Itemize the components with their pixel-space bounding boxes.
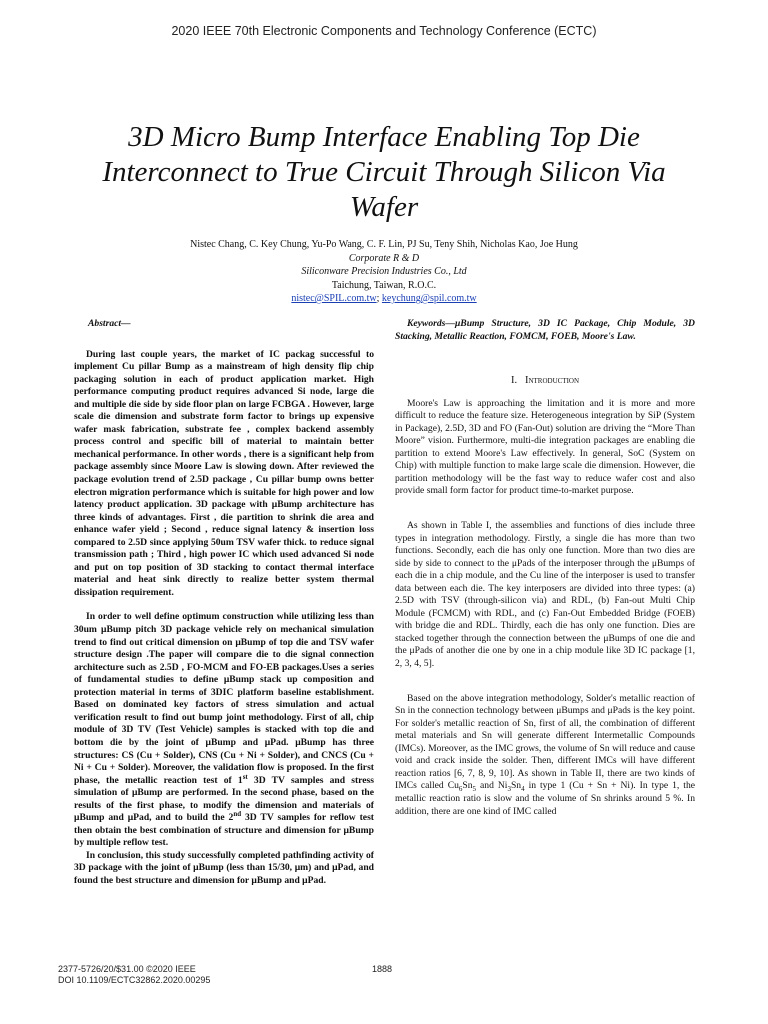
email-separator: ; [376, 293, 382, 304]
author-names: Nistec Chang, C. Key Chung, Yu-Po Wang, C. F. Lin, PJ Su, Teny Shih, Nicholas Kao, Joe Hung [190, 239, 578, 250]
keywords: Keywords—μBump Structure, 3D IC Package, Chip Module, 3D Stacking, Metallic Reaction, FOMCM, FOEB, Moore's Law. [395, 318, 695, 342]
intro-p3-part-b: Sn [462, 780, 473, 792]
abstract-paragraph-1: During last couple years, the market of IC packag successful to implement Cu pillar Bump as a mainstream of high density flip chip packaging solution in each of product application market. High performance computing product requires advanced Si node, large die and multiple die side by side floor plan on large FCBGA . However, large scale die dimension and substrate form factor to brings up expensive wafer mask fabrication, substrate fee , complex backend assembly process control and specific bill of material to maintain better mechanical performance. In other words , there is a significant help from package assembly since Moore Law is slowing down. After reviewed the package evolution trend of 2.5D package , Cu pillar bump owns better electron migration performance which is suitable for high power and low latency product application. 3D package with μBump architecture has three kinds of advantages. First , die partition to shrink die area and enhance wafer yield ; Second , reduce signal latency & insertion loss compared to 2.5D since applying 50um TSV wafer thick. to reduce signal transmission path ; Third , high power IC which used advanced Si node and put on top position of 3D stacking to contact thermal interface material and heat sink directly to realize better system thermal dissipation requirement. [74, 348, 374, 598]
email-link-2[interactable]: keychung@spil.com.tw [381, 293, 477, 304]
conference-header: 2020 IEEE 70th Electronic Components and Technology Conference (ECTC) [171, 24, 597, 38]
abstract-p2-part-a: In order to well define optimum construction while utilizing less than 30um μBump pitch 3D package vehicle rely on mechanical simulation trend to find out critical dimension on μBump of top die and TSV wafer structure design .The paper will compare die to die signal connection architecture such as 2.5D , FO-MCM and FO-EB packages.Uses a series of fundamental studies to define μBump stack up composition and protection material in terms of 3DIC platform baseline establishment. Based on dominated key factors of stress simulation and actual verification result to find out bump joint methodology. First of all, chip module of 3D TV (Test Vehicle) samples is stacked with top die and bottom die by the joint of μBump and μPad. μBump has three structures: CS (Cu + Solder), CNS (Cu + Ni + Solder), and CNCS (Cu + Ni + Cu + Solder). Moreover, the validation flow is proposed. In the first phase, the metallic reaction test of 1 [74, 611, 374, 786]
subscript-2: 5 [472, 785, 477, 794]
footer-issn: 2377-5726/20/$31.00 ©2020 IEEE [58, 964, 196, 974]
intro-p3-part-d: Sn [510, 780, 522, 792]
section-number: I. [510, 375, 518, 387]
subscript-3: 3 [507, 785, 511, 794]
subscript-4: 4 [521, 785, 525, 794]
intro-p3-part-a: Based on the above integration methodology, Solder's metallic reaction of Sn in the connection technology between μBumps and μPads is the key point. For solder's metallic reaction of Sn, first of all, the combination of different metal materials and Sn will generate different Intermetallic Compounds (IMCs). Moreover, as the IMC grows, the volume of Sn will reduce and cause void and crack inside the solder. Then, different IMCs will have different reaction ratios [6, 7, 8, 9, 10]. As shown in Table II, there are two kinds of IMCs called Cu [395, 692, 695, 792]
left-column [74, 318, 374, 888]
author-emails [0, 292, 768, 306]
email-link-1[interactable]: nistec@SPIL.com.tw [291, 293, 377, 304]
abstract-paragraph-2 [74, 611, 374, 849]
author-department: Corporate R & D [348, 252, 420, 264]
author-block [0, 238, 768, 306]
footer-doi: DOI 10.1109/ECTC32862.2020.00295 [58, 975, 211, 985]
right-column [395, 318, 695, 818]
paper-title: 3D Micro Bump Interface Enabling Top Die Interconnect to True Circuit Through Silicon Via Wafer [102, 121, 666, 223]
intro-paragraph-3 [395, 693, 695, 818]
footer-identifiers [58, 964, 210, 986]
abstract-p2-part-c: 3D TV samples for reflow test then obtain the best combination of structure and dimension for μBump by multiple reflow test. [74, 812, 374, 849]
intro-p3-part-e: in type 1 (Cu + Sn + Ni). In type 1, the metallic reaction ratio is slow and the volume of Sn shrinks around 5 %. In addition, there are one kind of IMC called [395, 780, 695, 817]
intro-paragraph-2: As shown in Table I, the assemblies and functions of dies include three types in integration methodology. Firstly, a single die has more than two functions. Secondly, each die has only one function. More than two dies are side by side to connect to the μPads of the interposer through the μBumps of each die in a chip module, and the Cu line of the interposer is used to transfer data between each die. The key interposers are divided into three types: (a) 2.5D with TSV (through-silicon via) and RDL, (b) Fan-out Multi Chip Module (FCMCM) with RDL, and (c) Fan-Out Embedded Bridge (FOEB) with bridge die and RDL. Thirdly, each die has only one function. Dies are stacked together through the connection between the μBumps of one die and the μPads of another die one by one in a chip module like 3D IC package [1, 2, 3, 4, 5]. [395, 520, 695, 670]
superscript-st: st [242, 772, 248, 781]
abstract-p2-part-b: 3D TV samples and stress simulation of μBump are performed. In the second phase, based on the results of the first phase, to modify the dimension and materials of μBump and μPad, and to build the 2 [74, 774, 374, 824]
superscript-nd: nd [233, 810, 242, 819]
page-number: 1888 [372, 964, 393, 974]
section-title: Introduction [524, 375, 580, 387]
author-location: Taichung, Taiwan, R.O.C. [331, 279, 437, 291]
intro-p3-part-c: and Ni [476, 780, 508, 792]
author-company: Siliconware Precision Industries Co., Ltd [301, 266, 467, 277]
section-heading-introduction [395, 375, 695, 388]
intro-paragraph-1: Moore's Law is approaching the limitation and it is more and more difficult to reduce the feature size. Heterogeneous integration by SiP (System in Package), 2.5D, 3D and FO (Fan-Out) solution are driving the “More Than Moore” vision. Furthermore, multi-die integration packages are enabling die partition to extend Moore's Law effectively. In general, SoC (System on Chip) with multiple function to make large scale die dimension. However, die partition methodology will be the fast way to reduce wafer cost and also provide small form factor for product time-to-market purpose. [395, 397, 695, 497]
abstract-label: Abstract— [88, 318, 131, 329]
subscript-1: 6 [458, 785, 463, 794]
abstract-paragraph-3: In conclusion, this study successfully completed pathfinding activity of 3D package with the joint of μBump (less than 15/30, μm) and μPad, and found the best structure and dimension for μBump and μPad. [74, 849, 374, 886]
